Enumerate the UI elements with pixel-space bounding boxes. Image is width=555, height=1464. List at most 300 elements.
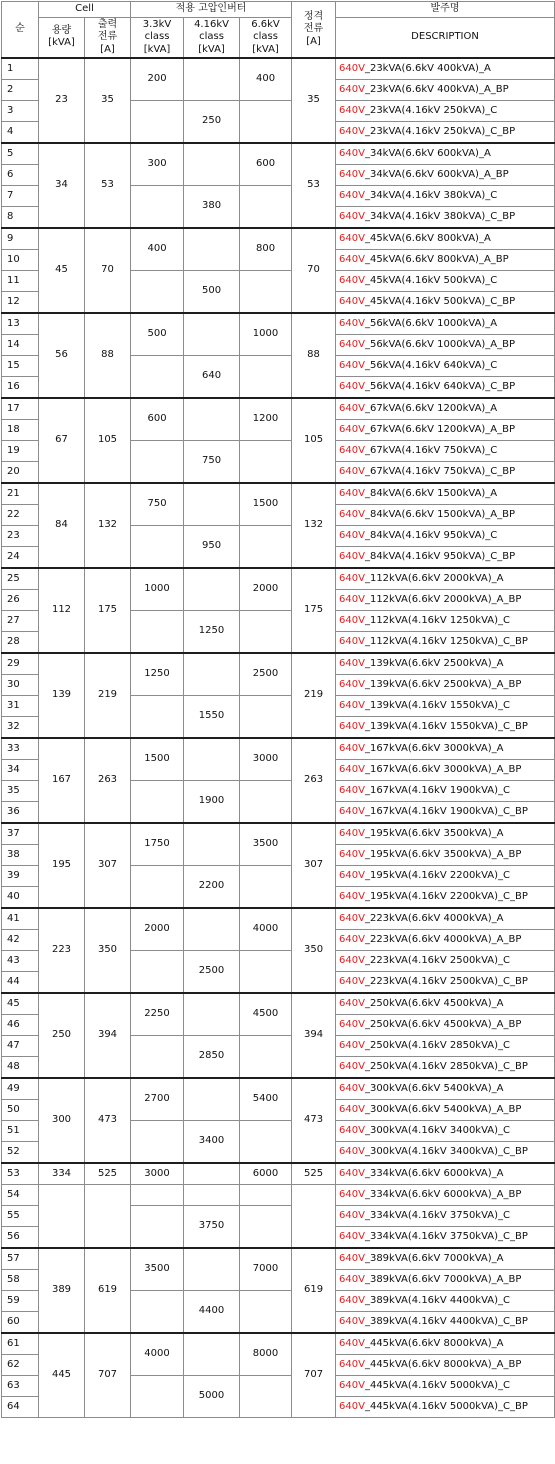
table-header: [2, 2, 555, 59]
row-no: 24: [2, 547, 39, 569]
header-description: DESCRIPTION: [336, 17, 555, 58]
description-text: _34kVA(6.6kV 600kVA)_A: [364, 147, 491, 159]
cell-rated-current: 175: [292, 568, 336, 653]
row-no: 53: [2, 1163, 39, 1185]
row-no: 1: [2, 58, 39, 80]
header-no: 순: [2, 2, 39, 59]
cell-class-66-empty: [240, 611, 292, 654]
voltage-prefix: 640V: [339, 805, 365, 817]
voltage-prefix: 640V: [339, 1209, 365, 1221]
row-no: 38: [2, 845, 39, 866]
description-text: _167kVA(4.16kV 1900kVA)_C: [364, 784, 511, 796]
row-no: 34: [2, 760, 39, 781]
cell-rated-current: 132: [292, 483, 336, 568]
cell-description: [336, 972, 555, 994]
cell-description: [336, 930, 555, 951]
description-text: _223kVA(6.6kV 4000kVA)_A: [364, 912, 504, 924]
cell-class-33: 3500: [131, 1248, 184, 1291]
cell-capacity: 84: [39, 483, 85, 568]
voltage-prefix: 640V: [339, 317, 365, 329]
description-text: _300kVA(6.6kV 5400kVA)_A: [364, 1082, 504, 1094]
row-no: 8: [2, 207, 39, 229]
cell-description: [336, 653, 555, 675]
cell-class-416: 4400: [184, 1291, 240, 1334]
row-no: 41: [2, 908, 39, 930]
cell-class-66: 2500: [240, 653, 292, 696]
cell-description: [336, 207, 555, 229]
description-text: _250kVA(4.16kV 2850kVA)_C: [364, 1039, 511, 1051]
table-row: [2, 483, 555, 505]
cell-class-66: 6000: [240, 1163, 292, 1185]
cell-output-current: 394: [85, 993, 131, 1078]
description-text: _223kVA(4.16kV 2500kVA)_C: [364, 954, 511, 966]
row-no: 48: [2, 1057, 39, 1079]
cell-class-416: 750: [184, 441, 240, 484]
cell-capacity: 56: [39, 313, 85, 398]
cell-class-33: 750: [131, 483, 184, 526]
cell-output-current: 105: [85, 398, 131, 483]
header-rated-current: [292, 2, 336, 59]
cell-capacity: 45: [39, 228, 85, 313]
cell-description: [336, 1078, 555, 1100]
description-text: _300kVA(6.6kV 5400kVA)_A_BP: [364, 1103, 522, 1115]
description-text: _139kVA(4.16kV 1550kVA)_C_BP: [364, 720, 528, 732]
cell-description: [336, 823, 555, 845]
voltage-prefix: 640V: [339, 997, 365, 1009]
cell-class-66-empty: [240, 696, 292, 739]
cell-capacity: 334: [39, 1163, 85, 1185]
header-label-line: [kVA]: [252, 43, 279, 55]
cell-class-33: 600: [131, 398, 184, 441]
description-text: _445kVA(6.6kV 8000kVA)_A_BP: [364, 1358, 522, 1370]
table-group: [2, 483, 555, 568]
voltage-prefix: 640V: [339, 784, 365, 796]
cell-description: [336, 186, 555, 207]
description-text: _250kVA(4.16kV 2850kVA)_C_BP: [364, 1060, 528, 1072]
cell-class-33-empty: [131, 271, 184, 314]
cell-description: [336, 568, 555, 590]
voltage-prefix: 640V: [339, 699, 365, 711]
cell-class-416-empty: [184, 1333, 240, 1376]
row-no: 29: [2, 653, 39, 675]
cell-class-66-empty: [240, 781, 292, 824]
cell-output-current: 132: [85, 483, 131, 568]
row-no: 59: [2, 1291, 39, 1312]
row-no: 57: [2, 1248, 39, 1270]
cell-description: [336, 1142, 555, 1164]
cell-class-33: 1750: [131, 823, 184, 866]
description-text: _23kVA(6.6kV 400kVA)_A_BP: [364, 83, 509, 95]
row-no: 26: [2, 590, 39, 611]
voltage-prefix: 640V: [339, 635, 365, 647]
row-no: 19: [2, 441, 39, 462]
voltage-prefix: 640V: [339, 550, 365, 562]
cell-capacity: 139: [39, 653, 85, 738]
cell-class-66-empty: [240, 271, 292, 314]
cell-capacity: 445: [39, 1333, 85, 1418]
row-no: 7: [2, 186, 39, 207]
cell-rated-current: 307: [292, 823, 336, 908]
row-no: 13: [2, 313, 39, 335]
cell-description: [336, 143, 555, 165]
row-no: 16: [2, 377, 39, 399]
description-text: _112kVA(6.6kV 2000kVA)_A: [364, 572, 504, 584]
header-label-line: 정격: [303, 10, 324, 22]
cell-output-current: 525: [85, 1163, 131, 1185]
cell-class-416: 950: [184, 526, 240, 569]
cell-output-current: 35: [85, 58, 131, 143]
cell-output-current: 219: [85, 653, 131, 738]
table-row: [2, 738, 555, 760]
cell-class-33-empty: [131, 1121, 184, 1164]
voltage-prefix: 640V: [339, 465, 365, 477]
cell-description: [336, 951, 555, 972]
row-no: 60: [2, 1312, 39, 1334]
cell-class-66: 5400: [240, 1078, 292, 1121]
row-no: 31: [2, 696, 39, 717]
voltage-prefix: 640V: [339, 954, 365, 966]
cell-rated-current: 619: [292, 1248, 336, 1333]
voltage-prefix: 640V: [339, 380, 365, 392]
row-no: 25: [2, 568, 39, 590]
description-text: _445kVA(4.16kV 5000kVA)_C_BP: [364, 1400, 528, 1412]
cell-description: [336, 1057, 555, 1079]
row-no: 12: [2, 292, 39, 314]
description-text: _56kVA(4.16kV 640kVA)_C: [364, 359, 498, 371]
header-label-line: [A]: [100, 43, 115, 55]
header-cell: Cell: [39, 2, 131, 18]
voltage-prefix: 640V: [339, 1039, 365, 1051]
cell-description: [336, 398, 555, 420]
row-no: 11: [2, 271, 39, 292]
description-text: _67kVA(4.16kV 750kVA)_C_BP: [364, 465, 516, 477]
table-row: [2, 228, 555, 250]
header-class-416: [184, 17, 240, 58]
description-text: _167kVA(6.6kV 3000kVA)_A_BP: [364, 763, 522, 775]
cell-class-416: 1250: [184, 611, 240, 654]
cell-description: [336, 845, 555, 866]
description-text: _112kVA(4.16kV 1250kVA)_C: [364, 614, 511, 626]
cell-description: [336, 1355, 555, 1376]
cell-description: [336, 313, 555, 335]
cell-class-33-empty: [131, 1376, 184, 1418]
cell-capacity: 167: [39, 738, 85, 823]
voltage-prefix: 640V: [339, 444, 365, 456]
description-text: _334kVA(4.16kV 3750kVA)_C_BP: [364, 1230, 528, 1242]
description-text: _67kVA(4.16kV 750kVA)_C: [364, 444, 498, 456]
table-group: [2, 653, 555, 738]
cell-output-current: 307: [85, 823, 131, 908]
cell-description: [336, 547, 555, 569]
voltage-prefix: 640V: [339, 720, 365, 732]
voltage-prefix: 640V: [339, 869, 365, 881]
voltage-prefix: 640V: [339, 1273, 365, 1285]
voltage-prefix: 640V: [339, 295, 365, 307]
cell-description: [336, 80, 555, 101]
voltage-prefix: 640V: [339, 572, 365, 584]
table-group: [2, 143, 555, 228]
description-text: _84kVA(6.6kV 1500kVA)_A: [364, 487, 498, 499]
cell-capacity-empty: [39, 1185, 85, 1249]
description-text: _112kVA(6.6kV 2000kVA)_A_BP: [364, 593, 522, 605]
cell-capacity: 34: [39, 143, 85, 228]
description-text: _23kVA(4.16kV 250kVA)_C: [364, 104, 498, 116]
cell-class-416-empty: [184, 993, 240, 1036]
table-row: [2, 58, 555, 80]
cell-description: [336, 1185, 555, 1206]
row-no: 52: [2, 1142, 39, 1164]
description-text: _389kVA(4.16kV 4400kVA)_C: [364, 1294, 511, 1306]
cell-rated-current: 88: [292, 313, 336, 398]
row-no: 4: [2, 122, 39, 144]
table-row: [2, 143, 555, 165]
voltage-prefix: 640V: [339, 508, 365, 520]
cell-description: [336, 1333, 555, 1355]
cell-description: [336, 1121, 555, 1142]
row-no: 23: [2, 526, 39, 547]
header-label-line: 전류: [97, 31, 118, 42]
header-label-line: 4.16kV: [194, 18, 229, 30]
cell-class-33: 1000: [131, 568, 184, 611]
cell-class-416-empty: [184, 228, 240, 271]
cell-class-33-empty: [131, 696, 184, 739]
voltage-prefix: 640V: [339, 657, 365, 669]
cell-description: [336, 1015, 555, 1036]
voltage-prefix: 640V: [339, 1230, 365, 1242]
voltage-prefix: 640V: [339, 1145, 365, 1157]
cell-description: [336, 760, 555, 781]
row-no: 36: [2, 802, 39, 824]
cell-class-66: 2000: [240, 568, 292, 611]
description-text: _84kVA(4.16kV 950kVA)_C_BP: [364, 550, 516, 562]
voltage-prefix: 640V: [339, 614, 365, 626]
voltage-prefix: 640V: [339, 338, 365, 350]
row-no: 39: [2, 866, 39, 887]
cell-description: [336, 356, 555, 377]
cell-class-416-empty: [184, 738, 240, 781]
voltage-prefix: 640V: [339, 1018, 365, 1030]
voltage-prefix: 640V: [339, 1082, 365, 1094]
cell-class-66-empty: [240, 1121, 292, 1164]
row-no: 5: [2, 143, 39, 165]
table-row: [2, 1078, 555, 1100]
header-label-line: [kVA]: [143, 43, 171, 55]
voltage-prefix: 640V: [339, 1252, 365, 1264]
cell-class-33: 1250: [131, 653, 184, 696]
description-text: _250kVA(6.6kV 4500kVA)_A: [364, 997, 504, 1009]
cell-rated-current: 394: [292, 993, 336, 1078]
row-no: 27: [2, 611, 39, 632]
table-group: [2, 1248, 555, 1333]
cell-output-current-empty: [85, 1185, 131, 1249]
description-text: _23kVA(6.6kV 400kVA)_A: [364, 62, 491, 74]
cell-class-416-empty: [184, 313, 240, 356]
description-text: _389kVA(4.16kV 4400kVA)_C_BP: [364, 1315, 528, 1327]
header-label-line: 6.6kV: [251, 18, 280, 30]
cell-rated-current: 473: [292, 1078, 336, 1163]
cell-description: [336, 1206, 555, 1227]
cell-class-33-empty: [131, 1036, 184, 1079]
cell-class-416: 2200: [184, 866, 240, 909]
cell-class-416: 500: [184, 271, 240, 314]
cell-description: [336, 1291, 555, 1312]
cell-class-33: 4000: [131, 1333, 184, 1376]
cell-description: [336, 611, 555, 632]
voltage-prefix: 640V: [339, 742, 365, 754]
description-text: _195kVA(4.16kV 2200kVA)_C: [364, 869, 511, 881]
cell-rated-current: 70: [292, 228, 336, 313]
cell-class-33: 3000: [131, 1163, 184, 1185]
cell-class-66: 1500: [240, 483, 292, 526]
cell-class-66-empty: [240, 866, 292, 909]
table-row: [2, 313, 555, 335]
header-class-33: [131, 17, 184, 58]
row-no: 3: [2, 101, 39, 122]
cell-class-33: 2000: [131, 908, 184, 951]
cell-rated-current: 219: [292, 653, 336, 738]
cell-description: [336, 250, 555, 271]
header-output-current: [85, 17, 131, 58]
row-no: 9: [2, 228, 39, 250]
cell-rated-current: 525: [292, 1163, 336, 1185]
cell-class-416-empty: [184, 1078, 240, 1121]
voltage-prefix: 640V: [339, 1060, 365, 1072]
voltage-prefix: 640V: [339, 487, 365, 499]
header-label-line: 전류: [303, 23, 324, 35]
voltage-prefix: 640V: [339, 1315, 365, 1327]
cell-description: [336, 1100, 555, 1121]
cell-class-416-empty: [184, 58, 240, 101]
cell-output-current: 175: [85, 568, 131, 653]
cell-description: [336, 590, 555, 611]
cell-class-66: 4000: [240, 908, 292, 951]
voltage-prefix: 640V: [339, 125, 365, 137]
cell-class-66-empty: [240, 356, 292, 399]
description-text: _223kVA(4.16kV 2500kVA)_C_BP: [364, 975, 528, 987]
cell-description: [336, 781, 555, 802]
cell-capacity: 223: [39, 908, 85, 993]
cell-class-416-empty: [184, 568, 240, 611]
table-group: [2, 1078, 555, 1163]
cell-description: [336, 866, 555, 887]
description-text: _45kVA(6.6kV 800kVA)_A: [364, 232, 491, 244]
cell-description: [336, 526, 555, 547]
cell-class-33: 500: [131, 313, 184, 356]
cell-description: [336, 292, 555, 314]
voltage-prefix: 640V: [339, 1379, 365, 1391]
cell-description: [336, 271, 555, 292]
description-text: _139kVA(4.16kV 1550kVA)_C: [364, 699, 511, 711]
table-row: [2, 568, 555, 590]
table-group: [2, 398, 555, 483]
cell-class-66: 7000: [240, 1248, 292, 1291]
description-text: _389kVA(6.6kV 7000kVA)_A: [364, 1252, 504, 1264]
description-text: _167kVA(6.6kV 3000kVA)_A: [364, 742, 504, 754]
cell-class-416: 1550: [184, 696, 240, 739]
voltage-prefix: 640V: [339, 423, 365, 435]
voltage-prefix: 640V: [339, 168, 365, 180]
header-capacity: [39, 17, 85, 58]
voltage-prefix: 640V: [339, 1358, 365, 1370]
voltage-prefix: 640V: [339, 1294, 365, 1306]
cell-class-66: 600: [240, 143, 292, 186]
cell-class-416-empty: [184, 823, 240, 866]
description-text: _300kVA(4.16kV 3400kVA)_C_BP: [364, 1145, 528, 1157]
cell-class-66: 800: [240, 228, 292, 271]
row-no: 14: [2, 335, 39, 356]
cell-description: [336, 1227, 555, 1249]
row-no: 50: [2, 1100, 39, 1121]
cell-rated-current: 263: [292, 738, 336, 823]
voltage-prefix: 640V: [339, 678, 365, 690]
cell-class-66: 1000: [240, 313, 292, 356]
table-row: [2, 1333, 555, 1355]
voltage-prefix: 640V: [339, 232, 365, 244]
voltage-prefix: 640V: [339, 1103, 365, 1115]
cell-class-33-empty: [131, 186, 184, 229]
cell-capacity: 195: [39, 823, 85, 908]
row-no: 21: [2, 483, 39, 505]
cell-class-33: 2250: [131, 993, 184, 1036]
header-class-66: [240, 17, 292, 58]
cell-class-416: 2500: [184, 951, 240, 994]
row-no: 35: [2, 781, 39, 802]
cell-class-416: 3750: [184, 1206, 240, 1249]
cell-description: [336, 462, 555, 484]
table-group: [2, 568, 555, 653]
description-text: _67kVA(6.6kV 1200kVA)_A: [364, 402, 498, 414]
voltage-prefix: 640V: [339, 827, 365, 839]
header-label-line: class: [253, 31, 278, 42]
cell-class-33-empty: [131, 781, 184, 824]
cell-capacity: 67: [39, 398, 85, 483]
voltage-prefix: 640V: [339, 210, 365, 222]
description-text: _300kVA(4.16kV 3400kVA)_C: [364, 1124, 511, 1136]
header-label-line: [kVA]: [48, 37, 75, 49]
header-order-name: 발주명: [336, 2, 555, 18]
cell-class-416-empty: [184, 398, 240, 441]
description-text: _223kVA(6.6kV 4000kVA)_A_BP: [364, 933, 522, 945]
cell-description: [336, 887, 555, 909]
cell-output-current: 619: [85, 1248, 131, 1333]
cell-output-current: 263: [85, 738, 131, 823]
cell-class-33-empty: [131, 866, 184, 909]
cell-class-33-empty: [131, 951, 184, 994]
voltage-prefix: 640V: [339, 147, 365, 159]
row-no: 45: [2, 993, 39, 1015]
cell-class-33-empty: [131, 1185, 184, 1206]
cell-rated-current: 707: [292, 1333, 336, 1418]
cell-class-33-empty: [131, 1291, 184, 1334]
header-label-line: 용량: [51, 24, 72, 36]
row-no: 49: [2, 1078, 39, 1100]
cell-description: [336, 1036, 555, 1057]
row-no: 40: [2, 887, 39, 909]
row-no: 37: [2, 823, 39, 845]
table-row: [2, 993, 555, 1015]
voltage-prefix: 640V: [339, 529, 365, 541]
cell-class-416-empty: [184, 653, 240, 696]
voltage-prefix: 640V: [339, 1188, 365, 1200]
cell-output-current: 473: [85, 1078, 131, 1163]
table-group: [2, 823, 555, 908]
cell-class-33-empty: [131, 101, 184, 144]
voltage-prefix: 640V: [339, 189, 365, 201]
cell-description: [336, 1397, 555, 1418]
cell-class-416: 3400: [184, 1121, 240, 1164]
cell-class-33-empty: [131, 356, 184, 399]
voltage-prefix: 640V: [339, 274, 365, 286]
